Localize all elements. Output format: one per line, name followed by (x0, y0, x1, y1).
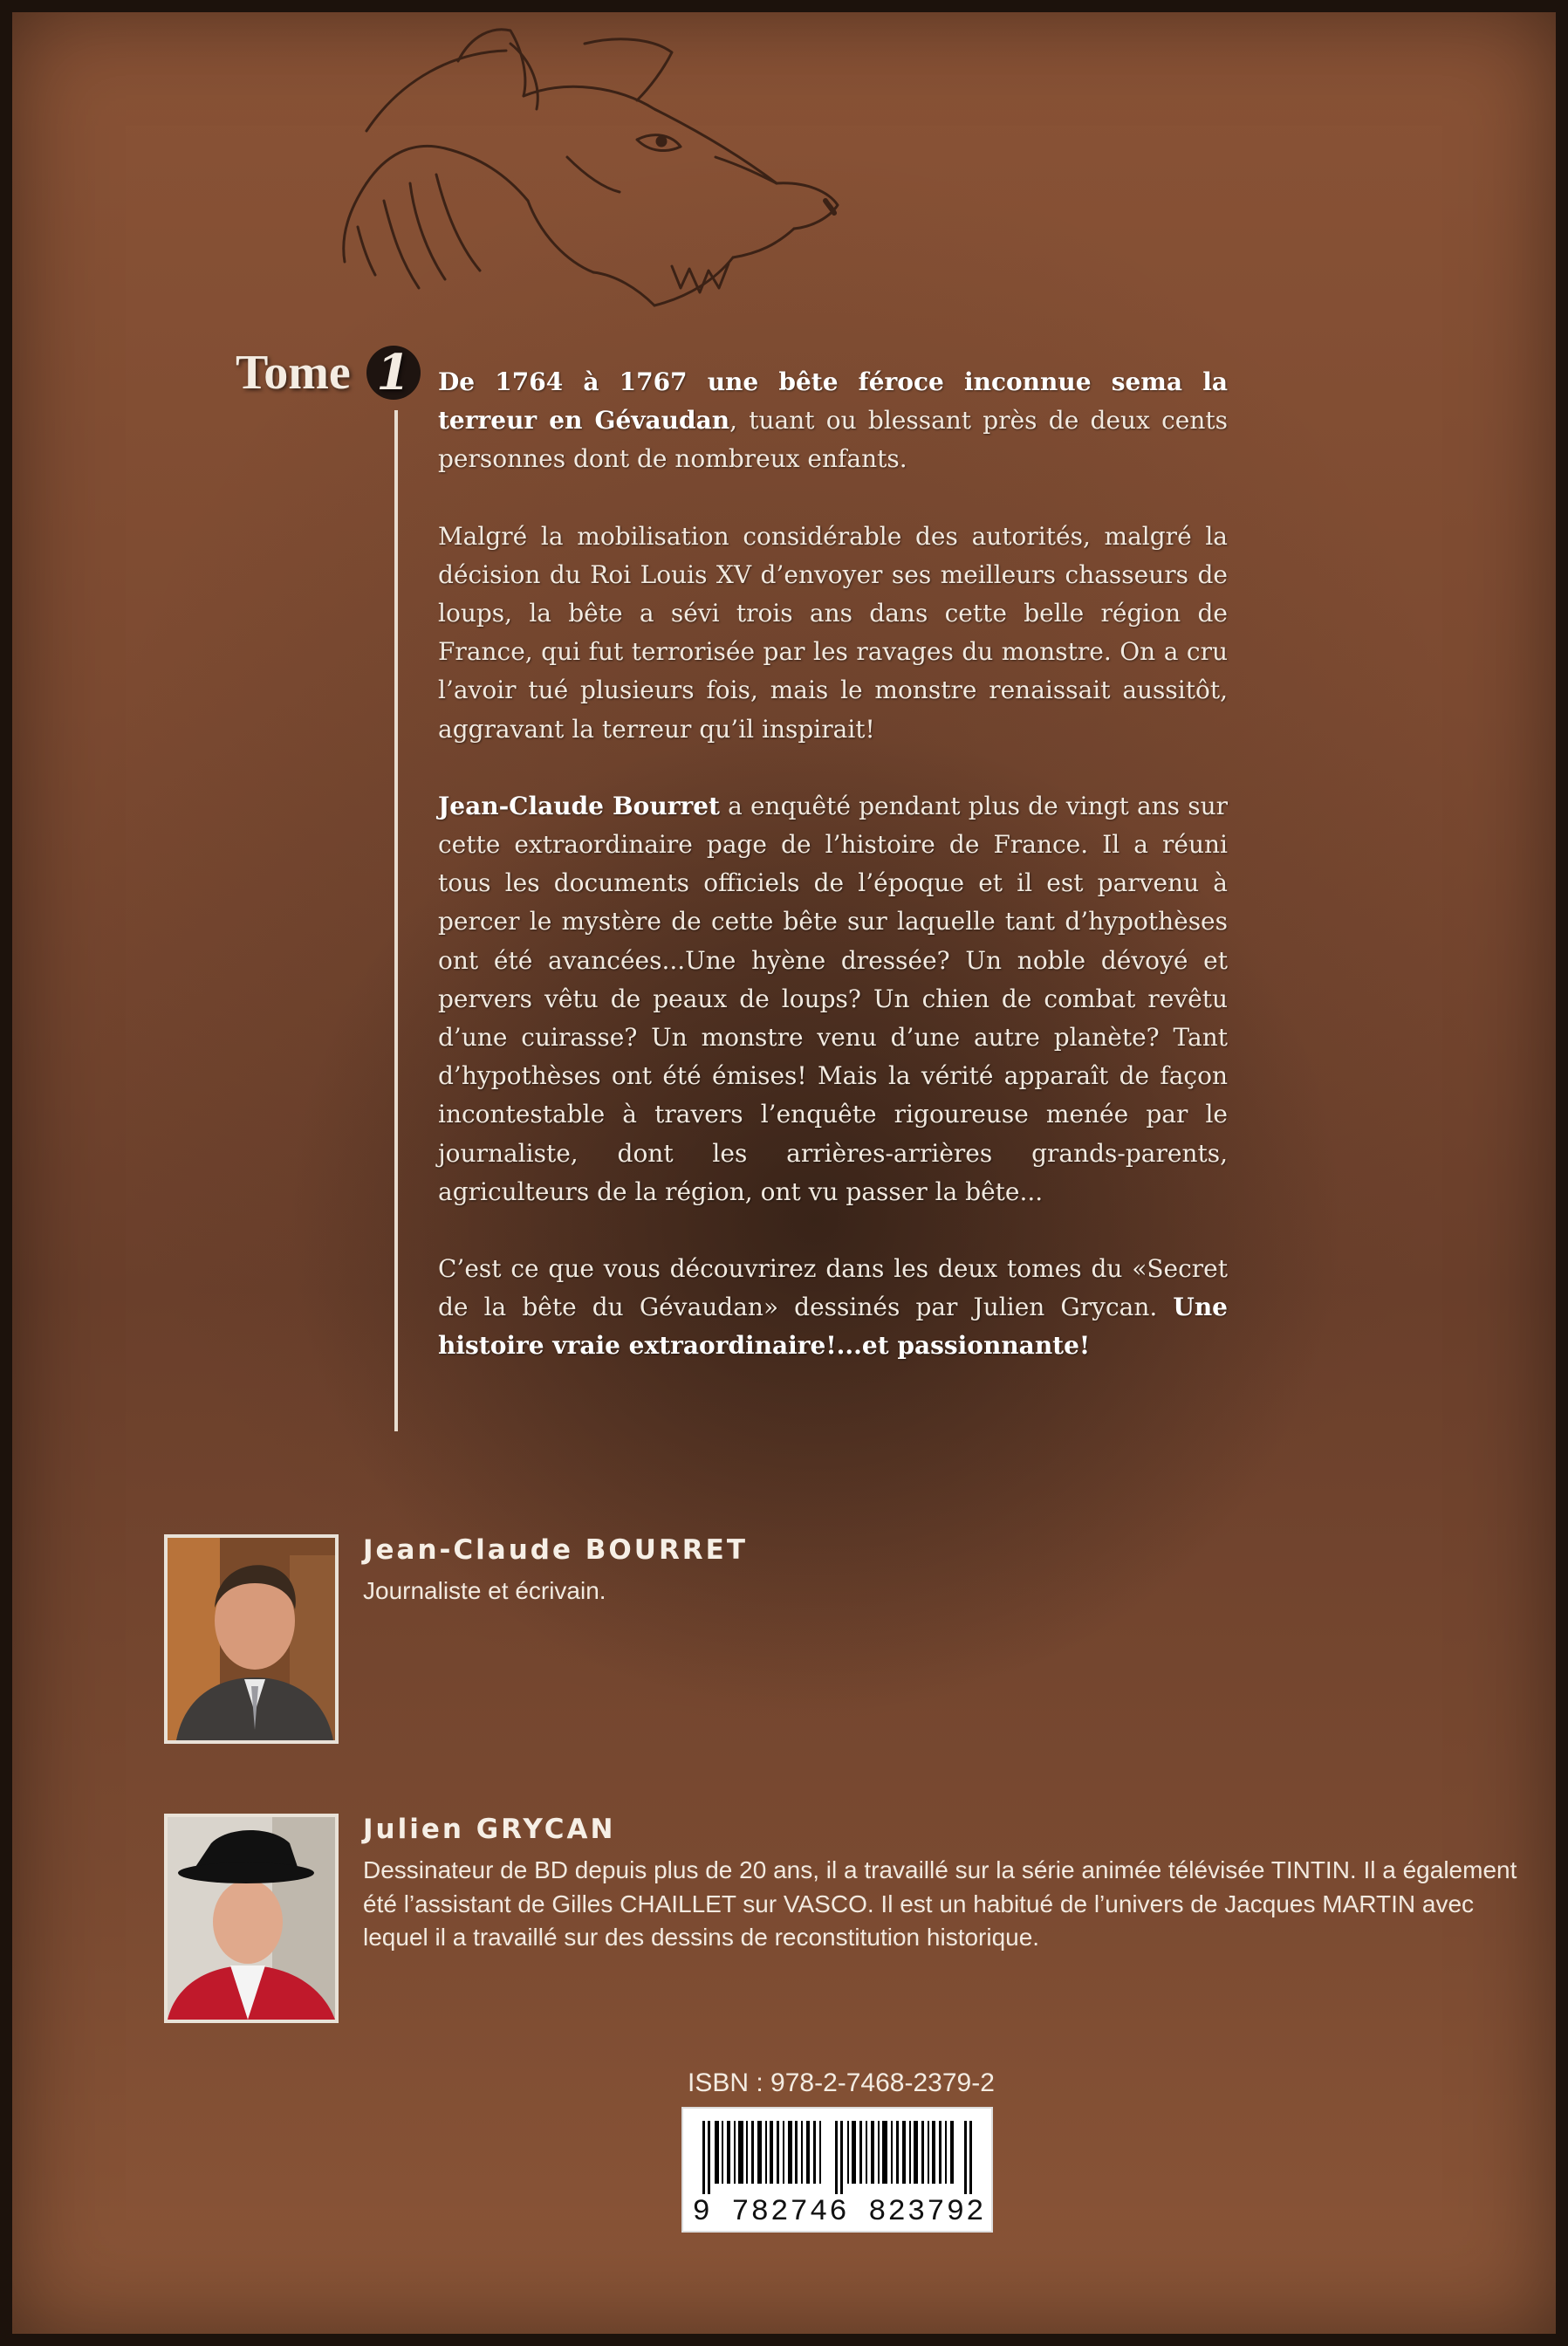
synopsis (438, 363, 1228, 1404)
author-name-grycan: Julien GRYCAN (363, 1814, 616, 1845)
paragraph-4: C’est ce que vous découvrirez dans les deux tomes du «Secret de la bête du Gévaudan» dessinés par Julien Grycan. Une histoire vraie extraordinaire!...et passionnante! (438, 1254, 1228, 1361)
paragraph-2: Malgré la mobilisation considérable des autorités, malgré la décision du Roi Louis XV d’envoyer ses meilleurs chasseurs de loups, la bête a sévi trois ans dans cette belle région de France, qui fut terrorisée par les ravages du monstre. On a cru l’avoir tué plusieurs fois, mais le monstre renaissait aussitôt, aggravant la terreur qu’il inspirait! (438, 521, 1228, 744)
author-name-bourret: Jean-Claude BOURRET (363, 1534, 749, 1566)
author-photo-bourret (164, 1534, 339, 1744)
author-bio-bourret: Journaliste et écrivain. (363, 1577, 606, 1604)
author-bourret (164, 1534, 1386, 1753)
author-grycan (164, 1814, 1517, 2032)
barcode (681, 2107, 993, 2233)
tome-label (236, 345, 421, 401)
barcode-bars (702, 2121, 976, 2194)
tome-number-badge: 1 (366, 346, 421, 400)
wolf-illustration (305, 26, 881, 393)
paragraph-3: Jean-Claude Bourret a enquêté pendant plus de vingt ans sur cette extraordinaire page de l’histoire de France. Il a réuni tous les documents officiels de l’époque et il est parvenu à percer le mystère de cette bête sur laquelle tant d’hypothèses ont été avancées...Une hyène dressée? Un noble dévoyé et pervers vêtu de peaux de loups? Un chien de combat revêtu d’une cuirasse? Un monstre venu d’une autre planète? Tant d’hypothèses ont été émises! Mais la vérité apparaît de façon incontestable à travers l’enquête rigoureuse menée par le journaliste, dont les arrières-arrières grands-parents, agriculteurs de la région, ont vu passer la bête... (438, 791, 1228, 1206)
vertical-rule (394, 410, 398, 1431)
author-photo-grycan (164, 1814, 339, 2023)
author-bio-grycan: Dessinateur de BD depuis plus de 20 ans, il a travaillé sur la série animée télévisée TINTIN. Il a également été l’assistant de Gilles CHAILLET sur VASCO. Il est un habitué de l’univers de Jacques MARTIN avec lequel il a travaillé sur des dessins de reconstitution historique. (363, 1856, 1517, 1951)
barcode-digits: 9 782746 823792 (692, 2196, 986, 2229)
paragraph-1: De 1764 à 1767 une bête féroce inconnue sema la terreur en Gévaudan, tuant ou blessant près de deux cents personnes dont de nombreux enfants. (438, 367, 1228, 474)
isbn-label: ISBN : 978-2-7468-2379-2 (688, 2068, 995, 2097)
tome-word: Tome (236, 346, 351, 400)
